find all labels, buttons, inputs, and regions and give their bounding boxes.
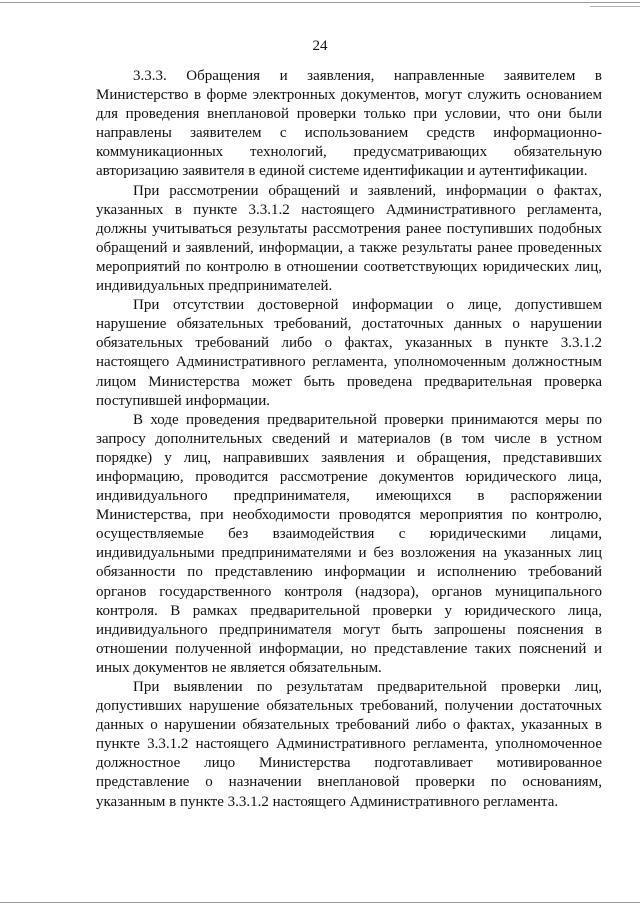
paragraph-consideration: При рассмотрении обращений и заявлений, информации о фактах, указанных в пункте 3.3.1.2 настоящего Административного регламента, должны учитываться результаты рассмотрения ранее поступивших подобных обращений и заявлений, информации, а также результаты ранее проведенных мероприятий по контролю в отношении соответствующих юридических лиц, индивидуальных предпринимателей. — [96, 182, 602, 295]
scan-top-border-mark — [590, 6, 640, 7]
scan-top-border — [0, 2, 640, 3]
paragraph-3-3-3: 3.3.3. Обращения и заявления, направленные заявителем в Министерство в форме электронных документов, могут служить основанием для проведения внеплановой проверки только при условии, что они были направлены заявителем с использованием средств информационно-коммуникационных технологий, предусматривающих обязательную авторизацию заявителя в единой системе идентификации и аутентификации. — [96, 68, 602, 180]
page-number: 24 — [312, 38, 328, 54]
paragraph-results: При выявлении по результатам предварительной проверки лиц, допустивших нарушение обязательных требований, получении достаточных данных о нарушении обязательных требований либо о фактах, указанных в пункте 3.3.1.2 настоящего Административного регламента, уполномоченное должностное лицо Министерства подготавливает мотивированное представление о назначении внеплановой проверки по основаниям, указанным в пункте 3.3.1.2 настоящего Административного регламента. — [96, 679, 602, 810]
paragraph-absence-of-information: При отсутствии достоверной информации о лице, допустившем нарушение обязательных требований, достаточных данных о нарушении обязательных требований либо о фактах, указанных в пункте 3.3.1.2 настоящего Административного регламента, уполномоченным должностным лицом Министерства может быть проведена предварительная проверка поступившей информации. — [96, 297, 602, 409]
document-body — [96, 67, 602, 812]
scan-bottom-border — [0, 902, 640, 903]
paragraph-preliminary-check: В ходе проведения предварительной проверки принимаются меры по запросу дополнительных сведений и материалов (в том числе в устном порядке) у лиц, направивших заявления и обращения, представивших информацию, проводится рассмотрение документов юридического лица, индивидуального предпринимателя, имеющихся в распоряжении Министерства, при необходимости проводятся мероприятия по контролю, осуществляемые без взаимодействия с юридическими лицами, индивидуальными предпринимателями и без возложения на указанных лиц обязанности по представлению информации и исполнению требований органов государственного контроля (надзора), органов муниципального контроля. В рамках предварительной проверки у юридического лица, индивидуального предпринимателя могут быть запрошены пояснения в отношении полученной информации, но представление таких пояснений и иных документов не является обязательным. — [96, 411, 602, 676]
